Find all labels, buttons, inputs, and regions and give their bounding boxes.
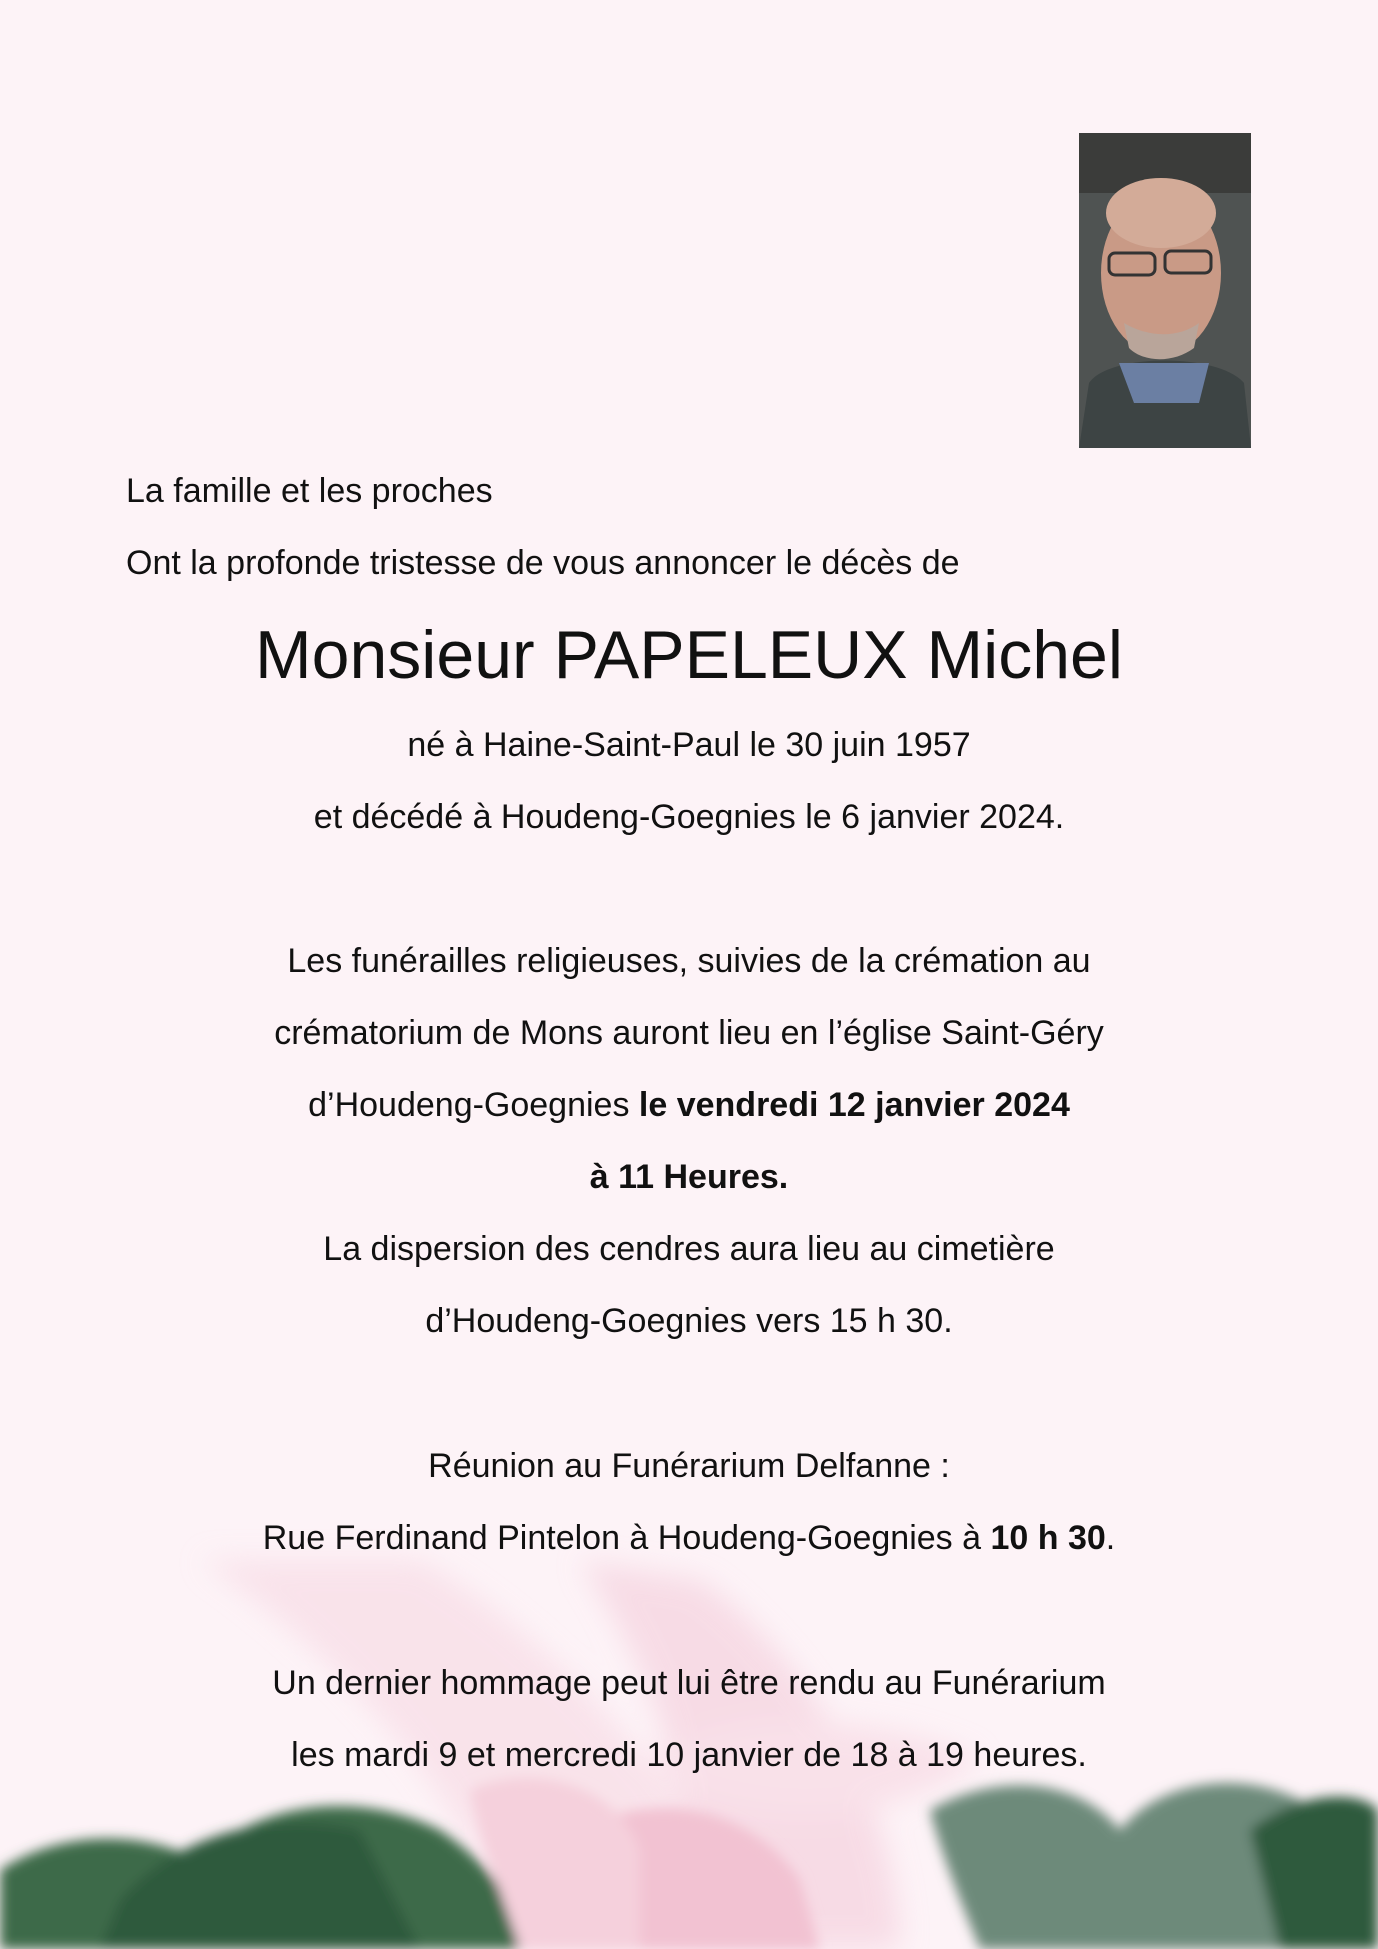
meeting-address: Rue Ferdinand Pintelon à Houdeng-Goegnies à bbox=[262, 1519, 991, 1557]
meeting-time: 10 h 30 bbox=[990, 1519, 1106, 1557]
portrait-photo bbox=[1079, 133, 1251, 448]
funeral-line-3 bbox=[0, 1085, 1378, 1125]
death-line: et décédé à Houdeng-Goegnies le 6 janvier 2024. bbox=[313, 798, 1065, 836]
ashes-line-1: La dispersion des cendres aura lieu au cimetière bbox=[323, 1230, 1055, 1268]
funeral-time-text: à 11 Heures. bbox=[589, 1158, 789, 1196]
funeral-date: le vendredi 12 janvier 2024 bbox=[638, 1086, 1070, 1124]
portrait-image bbox=[1079, 133, 1251, 448]
deceased-name: Monsieur PAPELEUX Michel bbox=[255, 617, 1123, 693]
funeral-line-2: crématorium de Mons auront lieu en l’église Saint-Géry bbox=[274, 1014, 1104, 1052]
ashes-line-2: d’Houdeng-Goegnies vers 15 h 30. bbox=[425, 1302, 953, 1340]
meeting-line-1: Réunion au Funérarium Delfanne : bbox=[428, 1447, 950, 1485]
intro-line-2: Ont la profonde tristesse de vous annoncer le décès de bbox=[126, 544, 960, 582]
tribute-line-2: les mardi 9 et mercredi 10 janvier de 18 à 19 heures. bbox=[291, 1736, 1087, 1774]
meeting-period: . bbox=[1105, 1519, 1116, 1557]
meeting-line-2 bbox=[0, 1518, 1378, 1558]
tribute-line-1: Un dernier hommage peut lui être rendu au Funérarium bbox=[272, 1664, 1106, 1702]
funeral-time bbox=[0, 1157, 1378, 1197]
intro-line-1: La famille et les proches bbox=[126, 472, 493, 510]
church-location: d’Houdeng-Goegnies bbox=[308, 1086, 639, 1124]
birth-line: né à Haine-Saint-Paul le 30 juin 1957 bbox=[407, 726, 971, 764]
funeral-line-1: Les funérailles religieuses, suivies de la crémation au bbox=[287, 942, 1091, 980]
